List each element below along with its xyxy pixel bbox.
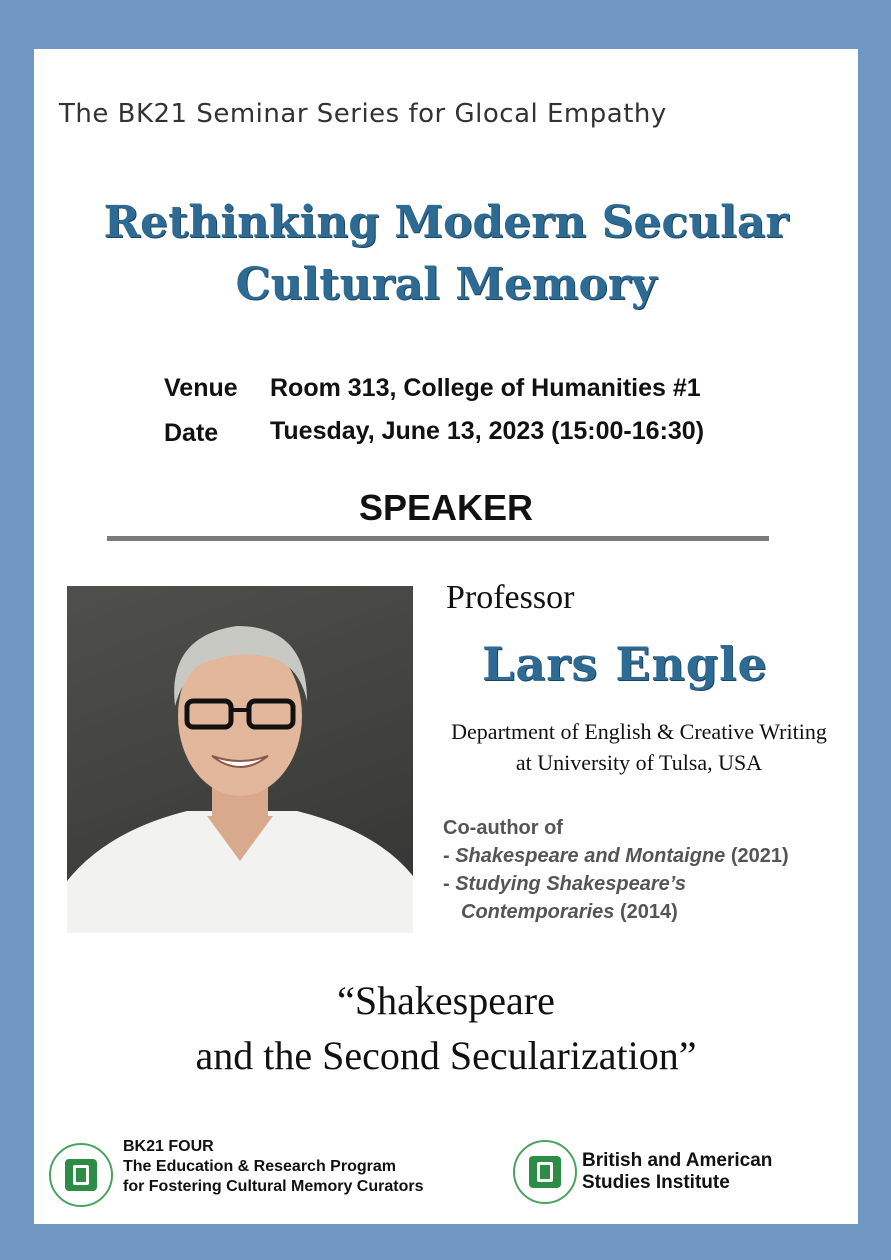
speaker-title: Professor bbox=[446, 579, 575, 616]
date-label: Date bbox=[164, 419, 219, 447]
bk21-line3: for Fostering Cultural Memory Curators bbox=[123, 1178, 424, 1195]
book2-title-b: Contemporaries bbox=[461, 901, 615, 923]
date-value: Tuesday, June 13, 2023 (15:00-16:30) bbox=[270, 417, 705, 445]
book2-title-a: Studying Shakespeare’s bbox=[455, 873, 687, 895]
book-item-1: - Shakespeare and Montaigne (2021) bbox=[443, 845, 789, 867]
divider bbox=[107, 536, 769, 541]
book-item-2-cont bbox=[461, 901, 678, 924]
talk-title-line1: “Shakespeare bbox=[337, 978, 555, 1023]
institute-line1: British and American bbox=[582, 1150, 773, 1171]
seminar-title-line1: Rethinking Modern Secular bbox=[103, 197, 789, 248]
speaker-heading: SPEAKER bbox=[358, 487, 534, 528]
venue-value: Room 313, College of Humanities #1 bbox=[270, 374, 701, 402]
talk-title-line2: and the Second Secularization” bbox=[195, 1033, 697, 1078]
university-logo-icon bbox=[49, 1143, 113, 1207]
book-item-2: - Studying Shakespeare’s bbox=[443, 873, 687, 895]
series-title: The BK21 Seminar Series for Glocal Empathy bbox=[59, 99, 667, 129]
bk21-line1: BK21 FOUR bbox=[123, 1138, 214, 1155]
book1-title: Shakespeare and Montaigne bbox=[455, 845, 726, 867]
institute-logo-icon bbox=[513, 1140, 577, 1204]
bk21-line2: The Education & Research Program bbox=[123, 1158, 396, 1175]
speaker-name: Lars Engle bbox=[482, 637, 768, 691]
institute-line2: Studies Institute bbox=[582, 1172, 730, 1193]
speaker-dept-line1: Department of English & Creative Writing bbox=[451, 719, 827, 744]
speaker-portrait-illustration bbox=[67, 586, 413, 933]
poster-card bbox=[34, 49, 858, 1224]
speaker-dept-line2: at University of Tulsa, USA bbox=[515, 750, 763, 775]
book1-year: (2021) bbox=[730, 845, 789, 867]
seminar-title-line2: Cultural Memory bbox=[235, 259, 657, 310]
venue-label: Venue bbox=[164, 374, 238, 402]
book2-year: (2014) bbox=[619, 901, 678, 923]
speaker-photo bbox=[67, 586, 413, 933]
coauthor-label: Co-author of bbox=[443, 817, 563, 839]
